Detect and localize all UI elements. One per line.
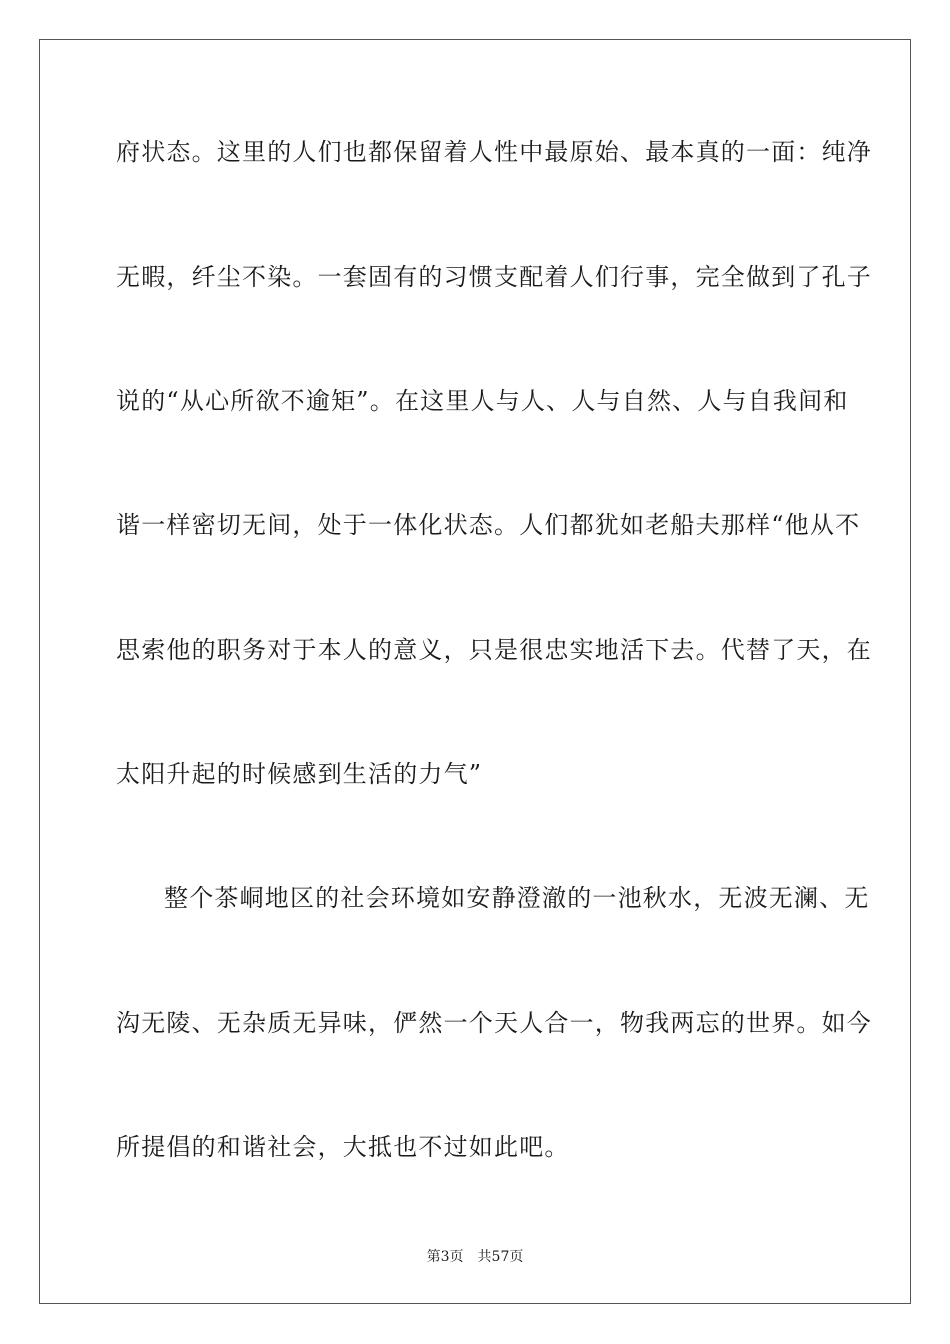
paragraph-line: 所提倡的和谐社会，大抵也不过如此吧。 bbox=[116, 1133, 570, 1161]
paragraph-line: 无暇，纤尘不染。一套固有的习惯支配着人们行事，完全做到了孔子 bbox=[116, 263, 872, 291]
paragraph-line: 思索他的职务对于本人的意义，只是很忠实地活下去。代替了天，在 bbox=[116, 636, 872, 664]
paragraph-first-line: 整个茶峒地区的社会环境如安静澄澈的一池秋水，无波无澜、无 bbox=[164, 884, 870, 912]
page-total: 共57页 bbox=[477, 1249, 524, 1265]
paragraph-line: 沟无陵、无杂质无异味，俨然一个天人合一，物我两忘的世界。如今 bbox=[116, 1009, 872, 1037]
page-number: 第3页 bbox=[426, 1249, 464, 1265]
paragraph-line: 太阳升起的时候感到生活的力气” bbox=[116, 760, 483, 788]
page-frame bbox=[39, 39, 911, 1304]
paragraph-line: 说的“从心所欲不逾矩”。在这里人与人、人与自然、人与自我间和 bbox=[116, 387, 849, 415]
paragraph-line: 谐一样密切无间，处于一体化状态。人们都犹如老船夫那样“他从不 bbox=[116, 511, 861, 539]
page-footer bbox=[0, 1248, 950, 1266]
paragraph-line: 府状态。这里的人们也都保留着人性中最原始、最本真的一面：纯净 bbox=[116, 138, 872, 166]
